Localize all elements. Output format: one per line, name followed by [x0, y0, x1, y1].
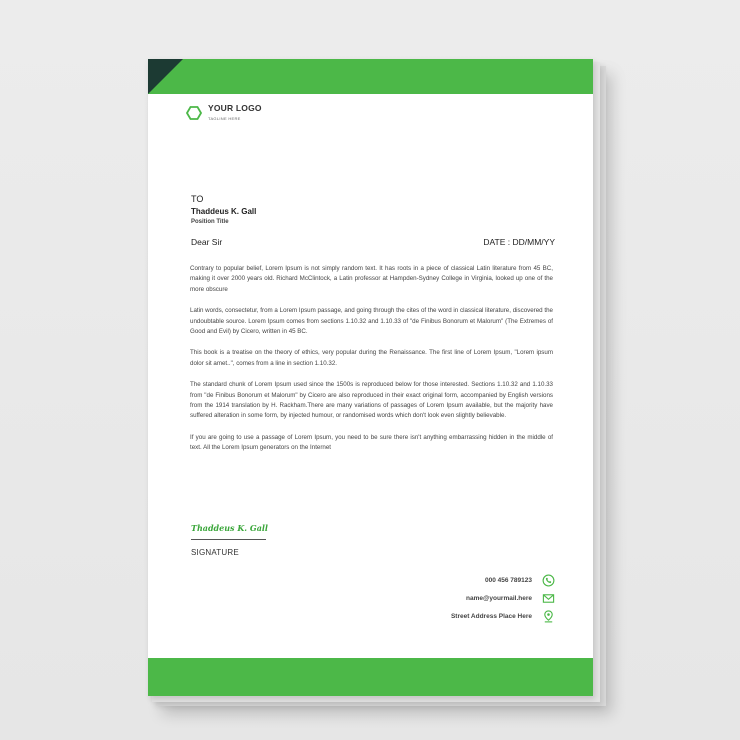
- contact-address: [451, 608, 555, 624]
- body-paragraph: The standard chunk of Lorem Ipsum used since the 1500s is reproduced below for those interested. Sections 1.10.32 and 1.10.33 from "de Finibus Bonorum et Malorum" by Cicero are also reproduced in their exact original form, accompanied by English versions from the 1914 translation by H. Rackham.There are many variations of passages of Lorem Ipsum available, but the majority have suffered alteration in some form, by injected humour, or randomised words which don't look even slightly believable.: [190, 381, 553, 420]
- greeting: Dear Sir: [191, 237, 223, 247]
- header-corner-accent: [148, 59, 183, 94]
- header-bar: [148, 59, 593, 94]
- signature-label: SIGNATURE: [191, 548, 239, 557]
- recipient-position: Position Title: [191, 219, 229, 225]
- logo: [186, 103, 262, 121]
- to-label: TO: [191, 194, 204, 204]
- body-paragraph: Contrary to popular belief, Lorem Ipsum is not simply random text. It has roots in a piece of classical Latin literature from 45 BC, making it over 2000 years old. Richard McClintock, a Latin professor at Hampden-Sydney College in Virginia, looked up one of the more obscure: [190, 265, 553, 293]
- logo-tagline: TAGLINE HERE: [208, 116, 241, 121]
- letter-body: [190, 264, 553, 465]
- contact-block: [451, 572, 555, 626]
- phone-icon: [542, 574, 555, 587]
- letterhead-page: [148, 59, 593, 696]
- body-paragraph: If you are going to use a passage of Lorem Ipsum, you need to be sure there isn't anything embarrassing hidden in the middle of text. All the Lorem Ipsum generators on the Internet: [190, 433, 553, 452]
- contact-phone: [451, 572, 555, 588]
- signature-line: [191, 539, 266, 540]
- date: DATE : DD/MM/YY: [483, 237, 555, 247]
- footer-bar: [148, 658, 593, 696]
- logo-title: YOUR LOGO: [208, 103, 262, 113]
- body-paragraph: Latin words, consectetur, from a Lorem Ipsum passage, and going through the cites of the word in classical literature, discovered the undoubtable source. Lorem Ipsum comes from sections 1.10.32 and 1.10.33 of "de Finibus Bonorum et Malorum" (The Extremes of Good and Evil) by Cicero, written in 45 BC.: [190, 307, 553, 336]
- signature-script: Thaddeus K. Gall: [191, 523, 268, 533]
- email-text: name@yourmail.here: [466, 594, 532, 602]
- recipient-name: Thaddeus K. Gall: [191, 207, 257, 216]
- contact-email: [451, 590, 555, 606]
- phone-text: 000 456 789123: [485, 576, 532, 584]
- hexagon-icon: [186, 105, 202, 121]
- location-pin-icon: [542, 610, 555, 623]
- address-text: Street Address Place Here: [450, 612, 532, 620]
- recipient-block: [191, 194, 256, 225]
- body-paragraph: This book is a treatise on the theory of ethics, very popular during the Renaissance. The first line of Lorem Ipsum, "Lorem ipsum dolor sit amet..", comes from a line in section 1.10.32.: [190, 349, 553, 367]
- mail-icon: [542, 592, 555, 605]
